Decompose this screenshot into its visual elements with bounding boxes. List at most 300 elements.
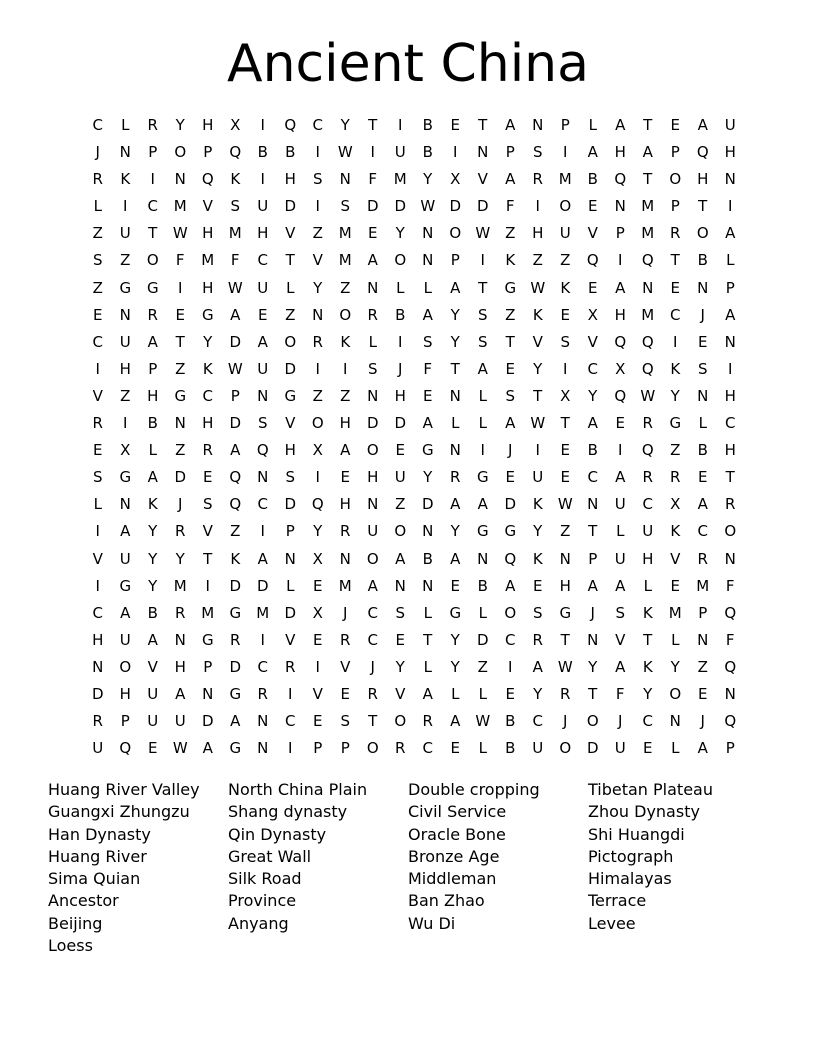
word-list-item: Zhou Dynasty	[588, 802, 700, 822]
grid-letter: O	[311, 414, 324, 433]
grid-letter: A	[230, 441, 241, 460]
grid-letter: E	[505, 684, 515, 703]
grid-letter: Y	[450, 305, 460, 324]
grid-letter: S	[532, 603, 543, 622]
grid-letter: A	[615, 116, 626, 134]
page-title: Ancient China	[227, 34, 589, 94]
grid-letter: G	[174, 386, 187, 405]
grid-letter: H	[202, 224, 214, 243]
grid-row	[84, 220, 744, 247]
grid-letter: Z	[505, 224, 516, 243]
grid-letter: E	[175, 305, 185, 324]
grid-letter: N	[477, 143, 489, 162]
grid-letter: H	[724, 143, 736, 162]
grid-letter: Z	[477, 657, 488, 676]
grid-letter: U	[119, 630, 131, 649]
grid-letter: Q	[614, 332, 627, 351]
grid-letter: U	[257, 359, 269, 378]
grid-letter: I	[260, 116, 265, 134]
grid-letter: Y	[395, 657, 405, 676]
grid-letter: S	[477, 305, 488, 324]
word-list-item: Himalayas	[588, 869, 672, 889]
grid-letter: U	[147, 684, 159, 703]
grid-letter: L	[148, 441, 157, 460]
grid-letter: I	[535, 441, 540, 460]
grid-letter: A	[230, 305, 241, 324]
grid-letter: D	[284, 359, 297, 378]
grid-letter: I	[480, 251, 485, 270]
grid-letter: H	[697, 170, 709, 189]
grid-letter: N	[642, 278, 654, 297]
grid-row	[84, 437, 744, 464]
grid-letter: I	[453, 143, 458, 162]
grid-letter: E	[395, 630, 405, 649]
grid-letter: N	[367, 495, 379, 514]
grid-letter: X	[120, 441, 131, 460]
grid-letter: E	[560, 441, 570, 460]
grid-letter: N	[257, 386, 269, 405]
grid-letter: A	[615, 657, 626, 676]
grid-letter: A	[505, 576, 516, 595]
grid-letter: U	[119, 549, 131, 568]
grid-row	[84, 166, 744, 193]
grid-letter: A	[395, 549, 406, 568]
grid-letter: O	[559, 739, 572, 758]
grid-row	[84, 275, 744, 302]
grid-letter: L	[698, 414, 707, 433]
grid-letter: C	[92, 332, 103, 351]
grid-letter: Z	[395, 495, 406, 514]
grid-letter: U	[532, 739, 544, 758]
grid-letter: Y	[423, 170, 433, 189]
grid-letter: W	[172, 739, 188, 758]
grid-letter: C	[257, 251, 268, 270]
grid-letter: E	[643, 739, 653, 758]
grid-letter: P	[670, 143, 680, 162]
grid-letter: U	[174, 712, 186, 731]
grid-letter: J	[343, 603, 348, 622]
grid-letter: V	[147, 657, 158, 676]
grid-letter: V	[92, 549, 103, 568]
word-list-item: Silk Road	[228, 869, 302, 889]
grid-letter: E	[313, 576, 323, 595]
grid-letter: K	[532, 495, 543, 514]
word-list-item: Shi Huangdi	[588, 824, 685, 844]
grid-letter: R	[202, 441, 213, 460]
grid-letter: O	[586, 712, 599, 731]
grid-letter: O	[669, 684, 682, 703]
grid-letter: S	[367, 359, 378, 378]
grid-letter: L	[93, 495, 102, 514]
grid-letter: E	[368, 224, 378, 243]
grid-letter: U	[257, 278, 269, 297]
grid-letter: C	[92, 116, 103, 134]
grid-letter: K	[505, 251, 516, 270]
grid-letter: D	[284, 603, 297, 622]
grid-letter: N	[422, 251, 434, 270]
grid-row	[84, 654, 744, 681]
grid-letter: Q	[119, 739, 132, 758]
grid-letter: Y	[533, 522, 543, 541]
grid-letter: C	[697, 522, 708, 541]
grid-letter: N	[257, 739, 269, 758]
grid-letter: M	[668, 603, 682, 622]
grid-letter: Y	[670, 657, 680, 676]
grid-letter: I	[343, 359, 348, 378]
grid-letter: M	[173, 576, 187, 595]
grid-letter: B	[587, 170, 598, 189]
grid-letter: A	[422, 684, 433, 703]
grid-letter: D	[476, 197, 489, 216]
grid-letter: O	[669, 170, 682, 189]
grid-letter: A	[450, 278, 461, 297]
grid-letter: X	[312, 441, 323, 460]
grid-letter: D	[586, 739, 599, 758]
grid-letter: T	[560, 630, 570, 649]
grid-letter: Q	[641, 441, 654, 460]
grid-letter: C	[587, 359, 598, 378]
grid-letter: R	[532, 630, 543, 649]
grid-letter: I	[288, 684, 293, 703]
word-list-item: Tibetan Plateau	[588, 780, 713, 799]
grid-letter: H	[284, 170, 296, 189]
grid-letter: P	[725, 739, 735, 758]
grid-letter: Z	[340, 386, 351, 405]
grid-letter: X	[450, 170, 461, 189]
grid-letter: A	[147, 468, 158, 487]
grid-letter: A	[120, 603, 131, 622]
grid-letter: N	[312, 305, 324, 324]
grid-letter: H	[394, 386, 406, 405]
grid-letter: I	[95, 359, 100, 378]
grid-letter: P	[450, 251, 460, 270]
grid-letter: C	[725, 414, 736, 433]
grid-letter: T	[450, 359, 460, 378]
grid-letter: D	[91, 684, 104, 703]
grid-letter: H	[532, 224, 544, 243]
grid-letter: B	[505, 739, 516, 758]
grid-letter: T	[148, 224, 158, 243]
grid-letter: D	[504, 495, 517, 514]
grid-letter: E	[423, 386, 433, 405]
grid-letter: W	[337, 143, 353, 162]
grid-letter: I	[95, 576, 100, 595]
grid-letter: D	[421, 495, 434, 514]
grid-letter: H	[92, 630, 104, 649]
word-list-item: Province	[228, 891, 297, 911]
grid-letter: Q	[724, 603, 737, 622]
word-list-item: Loess	[48, 936, 93, 956]
grid-row	[84, 139, 744, 166]
grid-letter: I	[95, 522, 100, 541]
grid-letter: H	[724, 386, 736, 405]
grid-letter: O	[366, 739, 379, 758]
word-list-item: Huang River Valley	[48, 780, 200, 799]
grid-letter: D	[394, 414, 407, 433]
grid-letter: M	[641, 197, 655, 216]
grid-letter: C	[587, 468, 598, 487]
grid-letter: S	[92, 251, 103, 270]
grid-letter: R	[175, 522, 186, 541]
grid-letter: G	[201, 305, 214, 324]
grid-letter: Y	[450, 657, 460, 676]
grid-letter: G	[449, 603, 462, 622]
grid-letter: S	[615, 603, 626, 622]
grid-letter: R	[560, 684, 571, 703]
grid-letter: P	[340, 739, 350, 758]
grid-letter: Q	[229, 468, 242, 487]
grid-letter: S	[697, 359, 708, 378]
grid-letter: R	[670, 468, 681, 487]
grid-letter: E	[203, 468, 213, 487]
grid-letter: N	[559, 549, 571, 568]
grid-letter: Z	[285, 305, 296, 324]
grid-letter: A	[505, 414, 516, 433]
grid-letter: H	[119, 359, 131, 378]
grid-letter: A	[230, 712, 241, 731]
grid-letter: N	[394, 576, 406, 595]
grid-letter: Q	[229, 143, 242, 162]
grid-row	[84, 681, 744, 708]
word-list-item: Sima Quian	[48, 869, 141, 889]
grid-letter: Y	[670, 386, 680, 405]
grid-letter: B	[505, 712, 516, 731]
grid-letter: N	[477, 549, 489, 568]
grid-letter: D	[229, 576, 242, 595]
grid-letter: K	[147, 495, 158, 514]
grid-letter: Y	[588, 386, 598, 405]
grid-row	[84, 193, 744, 220]
grid-letter: A	[422, 305, 433, 324]
grid-letter: Y	[148, 522, 158, 541]
grid-letter: I	[315, 143, 320, 162]
grid-row	[84, 708, 744, 735]
grid-letter: B	[477, 576, 488, 595]
grid-letter: Q	[696, 143, 709, 162]
grid-letter: P	[230, 386, 240, 405]
grid-letter: A	[615, 278, 626, 297]
grid-letter: Y	[450, 522, 460, 541]
grid-letter: S	[532, 143, 543, 162]
grid-letter: S	[422, 332, 433, 351]
grid-letter: T	[698, 197, 708, 216]
grid-letter: L	[478, 386, 487, 405]
word-list	[48, 779, 788, 957]
grid-letter: T	[670, 251, 680, 270]
grid-letter: Q	[614, 170, 627, 189]
grid-letter: J	[370, 657, 375, 676]
grid-letter: N	[532, 116, 544, 134]
grid-letter: J	[700, 305, 705, 324]
grid-letter: R	[147, 305, 158, 324]
grid-letter: N	[339, 549, 351, 568]
grid-letter: D	[201, 712, 214, 731]
grid-letter: I	[398, 332, 403, 351]
grid-letter: G	[201, 630, 214, 649]
grid-letter: Q	[641, 359, 654, 378]
grid-row	[84, 573, 744, 600]
grid-letter: M	[641, 305, 655, 324]
grid-letter: U	[394, 143, 406, 162]
grid-letter: E	[588, 278, 598, 297]
grid-letter: Z	[312, 386, 323, 405]
grid-letter: E	[340, 468, 350, 487]
word-list-item: Middleman	[408, 869, 497, 889]
grid-letter: L	[451, 414, 460, 433]
grid-letter: Y	[175, 116, 185, 134]
grid-letter: A	[450, 495, 461, 514]
grid-letter: R	[285, 657, 296, 676]
grid-letter: U	[614, 739, 626, 758]
grid-letter: R	[92, 170, 103, 189]
grid-row	[84, 247, 744, 274]
grid-letter: T	[423, 630, 433, 649]
grid-letter: V	[587, 332, 598, 351]
grid-letter: R	[532, 170, 543, 189]
grid-letter: P	[560, 116, 570, 134]
grid-letter: M	[173, 197, 187, 216]
grid-letter: D	[256, 576, 269, 595]
grid-letter: A	[532, 657, 543, 676]
grid-row	[84, 410, 744, 437]
grid-letter: R	[257, 684, 268, 703]
grid-letter: G	[476, 522, 489, 541]
grid-letter: H	[202, 414, 214, 433]
grid-letter: N	[422, 576, 434, 595]
grid-letter: F	[230, 251, 240, 270]
grid-letter: O	[146, 251, 159, 270]
grid-row	[84, 491, 744, 518]
grid-letter: Z	[560, 522, 571, 541]
grid-letter: A	[725, 305, 736, 324]
grid-letter: P	[120, 712, 130, 731]
grid-letter: C	[642, 712, 653, 731]
grid-letter: N	[422, 522, 434, 541]
grid-row	[84, 302, 744, 329]
grid-letter: U	[614, 495, 626, 514]
grid-letter: Y	[423, 468, 433, 487]
grid-letter: Y	[175, 549, 185, 568]
grid-letter: T	[643, 630, 653, 649]
grid-letter: N	[449, 441, 461, 460]
grid-letter: S	[92, 468, 103, 487]
grid-letter: N	[697, 630, 709, 649]
grid-letter: C	[505, 630, 516, 649]
grid-letter: C	[367, 630, 378, 649]
grid-letter: R	[422, 712, 433, 731]
grid-letter: S	[395, 603, 406, 622]
grid-letter: A	[477, 495, 488, 514]
grid-letter: W	[640, 386, 656, 405]
grid-letter: A	[587, 143, 598, 162]
grid-letter: L	[588, 116, 597, 134]
grid-letter: V	[615, 630, 626, 649]
grid-letter: Q	[229, 495, 242, 514]
grid-letter: M	[338, 576, 352, 595]
grid-letter: I	[728, 359, 733, 378]
grid-letter: L	[423, 278, 432, 297]
grid-letter: R	[340, 630, 351, 649]
grid-letter: P	[203, 657, 213, 676]
grid-letter: Z	[670, 441, 681, 460]
grid-letter: A	[257, 549, 268, 568]
grid-letter: Y	[643, 684, 653, 703]
grid-letter: A	[147, 630, 158, 649]
grid-letter: R	[725, 495, 736, 514]
grid-letter: U	[119, 332, 131, 351]
grid-letter: E	[395, 441, 405, 460]
grid-letter: A	[505, 116, 516, 134]
grid-letter: E	[560, 305, 570, 324]
grid-letter: D	[449, 197, 462, 216]
grid-letter: W	[530, 414, 546, 433]
grid-letter: F	[615, 684, 625, 703]
grid-letter: D	[366, 197, 379, 216]
grid-letter: X	[560, 386, 571, 405]
grid-letter: E	[505, 468, 515, 487]
grid-letter: I	[260, 170, 265, 189]
grid-letter: G	[476, 468, 489, 487]
grid-letter: E	[93, 441, 103, 460]
grid-letter: C	[642, 495, 653, 514]
grid-letter: Q	[311, 495, 324, 514]
grid-letter: H	[202, 278, 214, 297]
grid-letter: T	[588, 684, 598, 703]
grid-letter: P	[203, 143, 213, 162]
grid-letter: W	[557, 657, 573, 676]
grid-letter: V	[202, 197, 213, 216]
grid-letter: U	[614, 549, 626, 568]
grid-letter: F	[423, 359, 433, 378]
grid-letter: M	[641, 224, 655, 243]
grid-letter: E	[588, 197, 598, 216]
grid-letter: L	[423, 603, 432, 622]
grid-letter: I	[260, 522, 265, 541]
grid-letter: Z	[120, 386, 131, 405]
grid-letter: I	[563, 143, 568, 162]
word-list-item: Huang River	[48, 846, 147, 866]
grid-letter: K	[670, 359, 681, 378]
grid-letter: V	[670, 549, 681, 568]
grid-letter: N	[614, 197, 626, 216]
grid-letter: M	[256, 603, 270, 622]
grid-letter: R	[230, 630, 241, 649]
grid-letter: X	[230, 116, 241, 134]
grid-letter: I	[288, 739, 293, 758]
grid-letter: Z	[505, 305, 516, 324]
grid-letter: O	[504, 603, 517, 622]
grid-letter: V	[312, 251, 323, 270]
grid-letter: Q	[614, 386, 627, 405]
grid-letter: I	[370, 143, 375, 162]
grid-letter: I	[508, 657, 513, 676]
grid-letter: F	[175, 251, 185, 270]
grid-letter: G	[229, 739, 242, 758]
grid-letter: Y	[588, 657, 598, 676]
grid-letter: N	[257, 468, 269, 487]
grid-letter: T	[643, 170, 653, 189]
grid-letter: N	[422, 224, 434, 243]
grid-letter: A	[202, 739, 213, 758]
grid-letter: A	[367, 251, 378, 270]
grid-letter: U	[724, 116, 736, 134]
grid-letter: I	[260, 630, 265, 649]
grid-letter: G	[229, 603, 242, 622]
grid-letter: E	[670, 278, 680, 297]
grid-letter: S	[230, 197, 241, 216]
grid-letter: A	[615, 468, 626, 487]
grid-letter: S	[560, 332, 571, 351]
